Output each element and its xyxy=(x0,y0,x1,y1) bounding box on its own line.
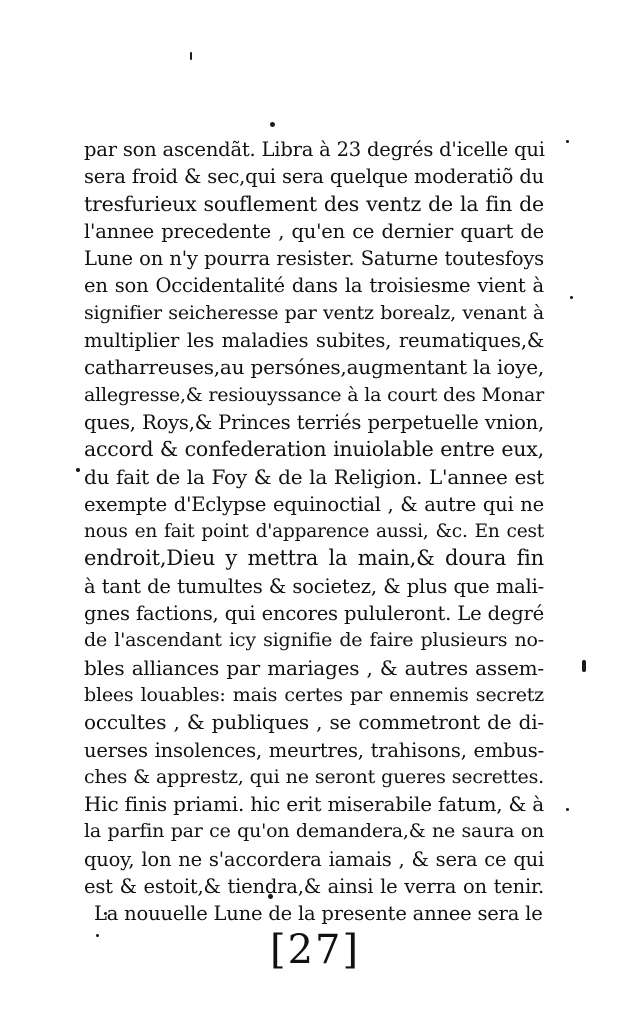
text-line: bles alliances par mariages , & autres assem- xyxy=(84,655,544,680)
text-line: catharreuses,au persónes,augmentant la ioye, xyxy=(84,355,544,380)
text-line: sera froid & sec,qui sera quelque moderatiõ du xyxy=(84,165,544,189)
text-line: endroit,Dieu y mettra la main,& doura fin xyxy=(84,546,544,571)
text-line: la parfin par ce qu'on demandera,& ne saura on xyxy=(84,820,544,843)
ink-speck xyxy=(570,296,573,299)
body-text xyxy=(84,136,544,928)
text-line: de l'ascendant icy signifie de faire plusieurs no- xyxy=(84,629,544,652)
text-line: La nouuelle Lune de la presente annee sera le xyxy=(94,902,543,926)
text-line: accord & confederation inuiolable entre eux, xyxy=(84,437,544,462)
ink-speck xyxy=(190,52,192,60)
text-line: exempte d'Eclypse equinoctial , & autre qui ne xyxy=(84,492,544,516)
text-line: par son ascendãt. Libra à 23 degrés d'icelle qui xyxy=(84,138,545,161)
text-line: en son Occidentalité dans la troisiesme vient à xyxy=(84,274,544,298)
text-line: à tant de tumultes & societez, & plus que mali- xyxy=(84,574,544,598)
text-line: Hic finis priami. hic erit miserabile fatum, & à xyxy=(84,792,545,817)
ink-speck xyxy=(582,660,586,672)
text-line: uerses insolences, meurtres, trahisons, embus- xyxy=(84,738,544,762)
ink-speck xyxy=(96,934,99,937)
text-line: du fait de la Foy & de la Religion. L'annee est xyxy=(84,464,544,489)
page-number: [27] xyxy=(270,927,361,973)
ink-speck xyxy=(566,808,569,811)
ink-speck xyxy=(566,140,569,143)
text-line: nous en fait point d'apparence aussi, &c. En cest xyxy=(84,521,544,543)
text-line: allegresse,& resiouyssance à la court des Monar xyxy=(84,383,544,406)
text-line: quoy, lon ne s'accordera iamais , & sera ce qui xyxy=(84,847,544,871)
text-line: gnes factions, qui encores pululeront. Le degré xyxy=(84,602,544,626)
text-line: multiplier les maladies subites, reumatiques,& xyxy=(84,329,544,353)
text-line: ques, Roys,& Princes terriés perpetuelle vnion, xyxy=(84,410,544,434)
text-line: l'annee precedente , qu'en ce dernier quart de xyxy=(84,219,544,243)
ink-speck xyxy=(76,468,80,472)
text-line: occultes , & publiques , se commetront de di- xyxy=(84,710,544,735)
ink-speck xyxy=(270,122,275,127)
text-line: blees louables: mais certes par ennemis secretz xyxy=(84,683,544,706)
text-line: signifier seicheresse par ventz borealz, venant à xyxy=(84,301,544,324)
text-line: Lune on n'y pourra resister. Saturne toutesfoys xyxy=(84,247,544,271)
text-line: ches & apprestz, qui ne seront gueres secrettes. xyxy=(84,765,544,788)
text-line: tresfurieux souflement des ventz de la fin de xyxy=(84,191,544,216)
text-line: est & estoit,& tiendra,& ainsi le verra on tenir. xyxy=(84,875,544,899)
